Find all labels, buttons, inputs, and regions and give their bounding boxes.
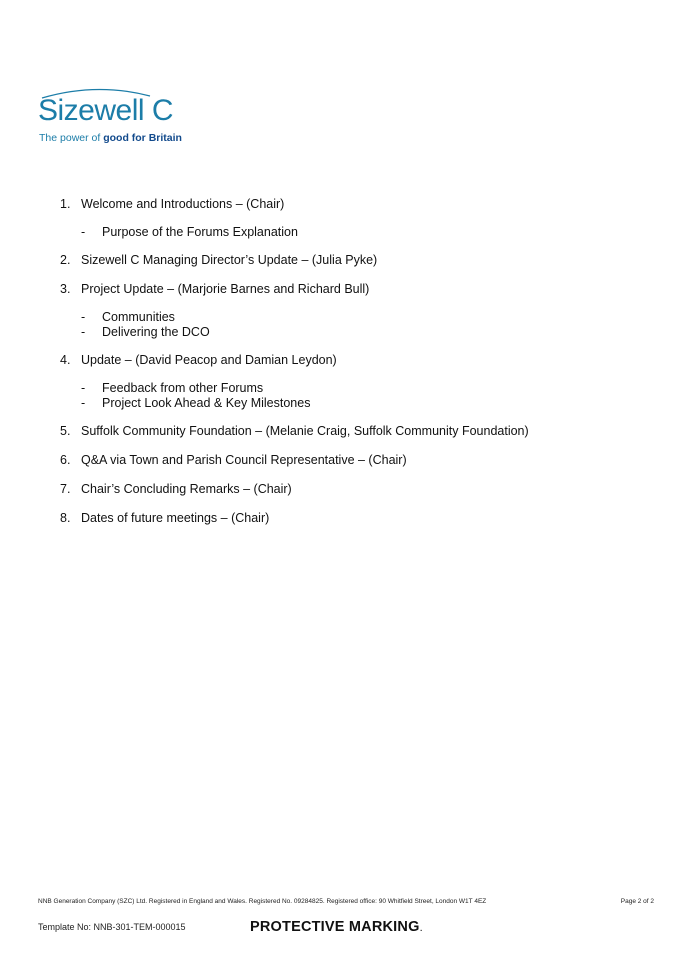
agenda-subitem [81, 310, 660, 325]
agenda-item-number: 7. [60, 482, 71, 496]
agenda-subitems [81, 310, 660, 340]
agenda-item-number: 8. [60, 511, 71, 525]
agenda-item-number: 4. [60, 353, 71, 367]
agenda-subitem [81, 381, 660, 396]
agenda-item [60, 196, 660, 240]
agenda-item-number: 1. [60, 197, 71, 211]
agenda-item-row [60, 423, 660, 440]
logo-name: Sizewell C [38, 94, 174, 127]
agenda-subitem-text: Communities [102, 310, 175, 324]
agenda-item-row [60, 196, 660, 213]
agenda-subitem-text: Purpose of the Forums Explanation [102, 225, 298, 239]
protective-marking-suffix: . [419, 922, 423, 934]
subitem-dash: - [81, 381, 86, 395]
agenda-item-row [60, 481, 660, 498]
logo-tagline-prefix: The power of [39, 132, 104, 144]
sizewell-c-logo [38, 86, 188, 148]
agenda-item-row [60, 510, 660, 527]
agenda-item-text: Suffolk Community Foundation – (Melanie Craig, Suffolk Community Foundation) [81, 424, 529, 438]
agenda-item-text: Welcome and Introductions – (Chair) [81, 197, 285, 211]
agenda-subitem [81, 396, 660, 411]
agenda-item-row [60, 252, 660, 269]
subitem-dash: - [81, 310, 86, 324]
agenda-item [60, 252, 660, 269]
agenda-subitem-text: Feedback from other Forums [102, 381, 264, 395]
agenda-item [60, 452, 660, 469]
footer-page-number: Page 2 of 2 [620, 898, 654, 905]
agenda-subitem-text: Project Look Ahead & Key Milestones [102, 396, 311, 410]
agenda-item-text: Project Update – (Marjorie Barnes and Richard Bull) [81, 282, 370, 296]
protective-marking-text: PROTECTIVE MARKING [250, 919, 420, 935]
footer-protective-marking [250, 919, 423, 935]
agenda-item-text: Update – (David Peacop and Damian Leydon) [81, 353, 337, 367]
agenda-item-number: 2. [60, 253, 71, 267]
logo-tagline-bold: good for Britain [103, 132, 182, 144]
logo-tagline [39, 133, 182, 144]
agenda-item-number: 6. [60, 453, 71, 467]
agenda-item-row [60, 352, 660, 369]
agenda-item-row [60, 281, 660, 298]
agenda-item-text: Dates of future meetings – (Chair) [81, 511, 270, 525]
agenda-item-number: 3. [60, 282, 71, 296]
agenda-item-number: 5. [60, 424, 71, 438]
agenda-item [60, 423, 660, 440]
footer-template-number: Template No: NNB-301-TEM-000015 [38, 922, 186, 932]
agenda-item [60, 510, 660, 527]
agenda-subitems [81, 225, 660, 240]
agenda-item-row [60, 452, 660, 469]
agenda-subitem [81, 325, 660, 340]
footer-registration: NNB Generation Company (SZC) Ltd. Registered in England and Wales. Registered No. 09284825. Registered office: 90 Whitfield Street, London W1T 4EZ [38, 898, 487, 905]
agenda-item-text: Chair’s Concluding Remarks – (Chair) [81, 482, 292, 496]
agenda-subitem [81, 225, 660, 240]
agenda-item [60, 281, 660, 340]
subitem-dash: - [81, 225, 86, 239]
agenda-item-text: Sizewell C Managing Director’s Update – (Julia Pyke) [81, 253, 378, 267]
subitem-dash: - [81, 325, 86, 339]
agenda-item-text: Q&A via Town and Parish Council Representative – (Chair) [81, 453, 407, 467]
subitem-dash: - [81, 396, 86, 410]
agenda-item [60, 481, 660, 498]
agenda-list [60, 196, 660, 527]
agenda-item [60, 352, 660, 411]
agenda-subitem-text: Delivering the DCO [102, 325, 210, 339]
agenda-subitems [81, 381, 660, 411]
